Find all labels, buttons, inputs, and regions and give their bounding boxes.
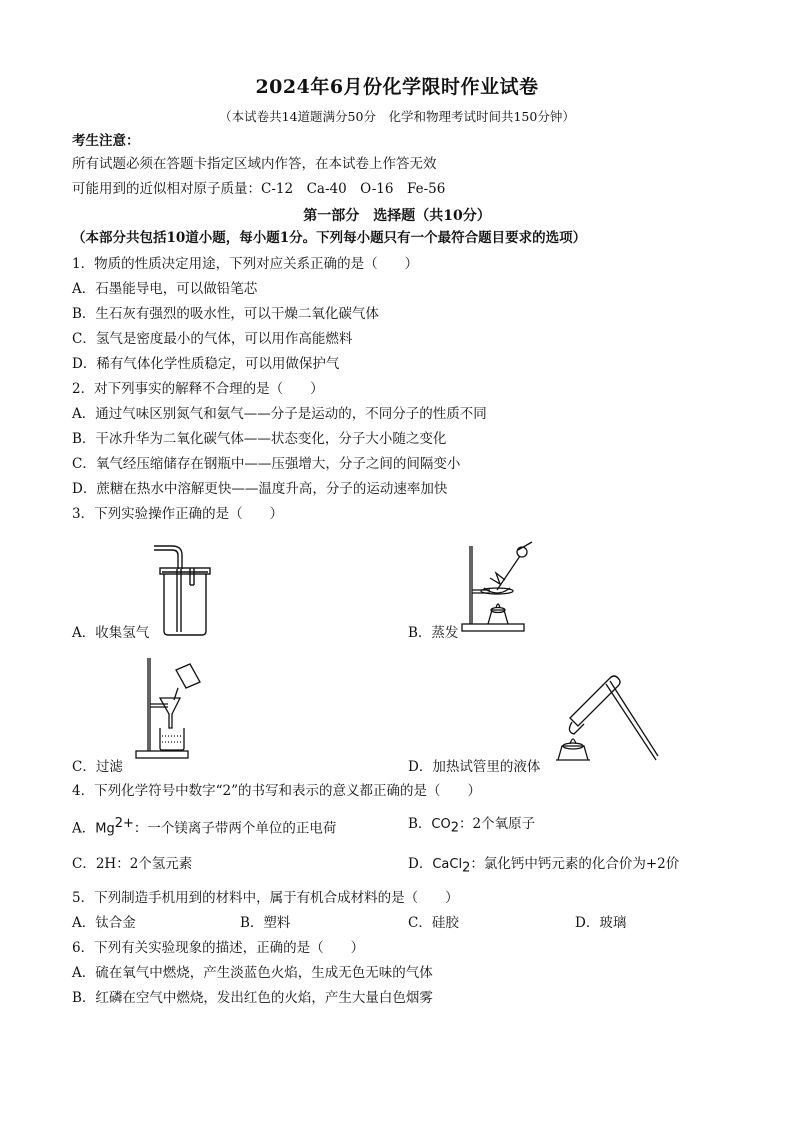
q6-option-b: B．红磷在空气中燃烧，发出红色的火焰，产生大量白色烟雾 [72,990,433,1006]
q2-option-d: D．蔗糖在热水中溶解更快——温度升高，分子的运动速率加快 [72,481,448,497]
carbon-dioxide-formula: CO [431,817,451,832]
q1-stem: 1．物质的性质决定用途，下列对应关系正确的是（ ） [72,256,419,272]
exam-subtitle: （本试卷共14道题满分50分 化学和物理考试时间共150分钟） [219,109,575,124]
q5-stem: 5．下列制造手机用到的材料中，属于有机合成材料的是（ ） [72,890,459,906]
q1-option-a: A．石墨能导电，可以做铅笔芯 [72,281,258,297]
q4-option-d: D．CaCl$_2$：氯化钙中钙元素的化合价为+2价 [408,856,680,876]
q4-option-a: A．$Mg^{2+}$：一个镁离子带两个单位的正电荷 [72,816,337,837]
q5-option-c: C．硅胶 [408,915,459,931]
q3-option-a: A．收集氢气 [72,625,150,641]
q3-option-d: D．加热试管里的液体 [408,759,541,775]
notice-heading: 考生注意： [72,133,140,149]
q5-option-a: A．钛合金 [72,915,136,931]
q5-option-d: D．玻璃 [575,915,627,931]
evaporation-apparatus-figure [460,538,535,634]
calcium-chloride-formula: CaCl [432,857,463,872]
q2-option-b: B．干冰升华为二氧化碳气体——状态变化，分子大小随之变化 [72,431,447,447]
magnesium-ion-formula: Mg [95,821,115,837]
section-instruction: （本部分共包括10道小题，每小题1分。下列每小题只有一个最符合题目要求的选项） [72,230,587,246]
section-title: 第一部分 选择题（共10分） [303,208,491,224]
page-title: 2024年6月份化学限时作业试卷 [255,76,539,98]
q1-option-d: D．稀有气体化学性质稳定，可以用做保护气 [72,356,340,372]
q2-option-a: A．通过气味区别氮气和氨气——分子是运动的，不同分子的性质不同 [72,406,487,422]
notice-line-2: 可能用到的近似相对原子质量：C-12 Ca-40 O-16 Fe-56 [72,181,446,197]
q1-option-b: B．生石灰有强烈的吸水性，可以干燥二氧化碳气体 [72,306,379,322]
q2-option-c: C．氧气经压缩储存在钢瓶中——压强增大，分子之间的间隔变小 [72,456,461,472]
q5-option-b: B．塑料 [240,915,291,931]
q2-stem: 2．对下列事实的解释不合理的是（ ） [72,381,324,397]
heating-test-tube-figure [550,662,660,772]
q6-option-a: A．硫在氧气中燃烧，产生淡蓝色火焰，生成无色无味的气体 [72,965,433,981]
q4-option-c: C．2H：2个氢元素 [72,856,193,872]
q6-stem: 6．下列有关实验现象的描述，正确的是（ ） [72,940,365,956]
q4-stem: 4．下列化学符号中数字“2”的书写和表示的意义都正确的是（ ） [72,783,481,799]
q4-option-b: B．$CO_2$：2个氧原子 [408,816,536,836]
q3-option-b: B．蒸发 [408,625,459,641]
notice-line-1: 所有试题必须在答题卡指定区域内作答，在本试卷上作答无效 [72,156,437,172]
q3-stem: 3．下列实验操作正确的是（ ） [72,506,284,522]
q1-option-c: C．氢气是密度最小的气体，可以用作高能燃料 [72,331,353,347]
q3-option-c: C．过滤 [72,759,123,775]
filtration-apparatus-figure [134,656,209,761]
gas-collection-bottle-figure [150,545,220,640]
